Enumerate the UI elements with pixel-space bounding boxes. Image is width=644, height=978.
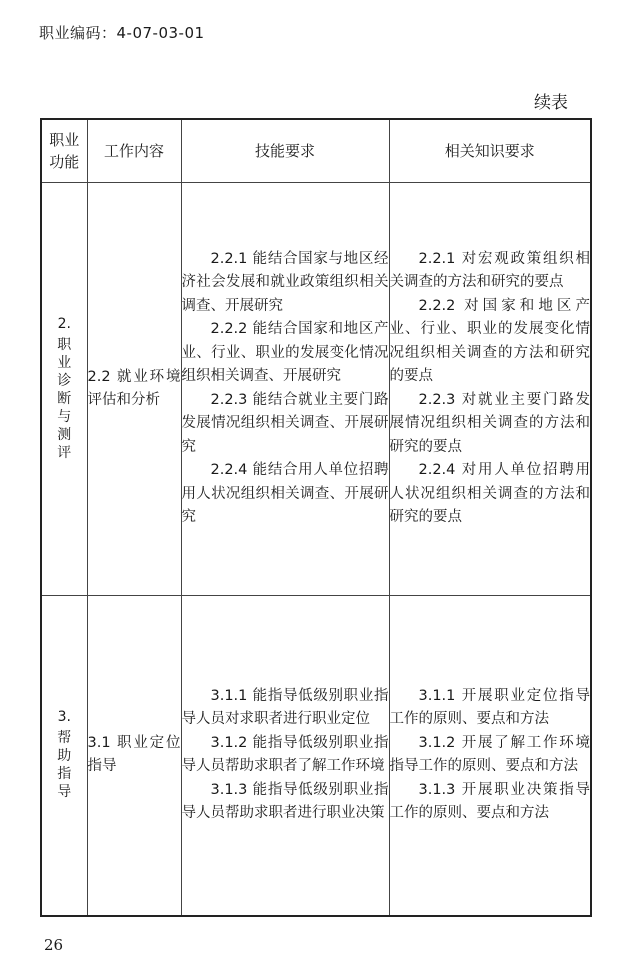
- work-content-cell: 2.2 就业环境评估和分析: [87, 182, 181, 595]
- knowledge-item: 2.2.4 对用人单位招聘用人状况组织相关调查的方法和研究的要点: [389, 462, 590, 525]
- knowledge-item: 3.1.3 开展职业决策指导工作的原则、要点和方法: [389, 781, 590, 822]
- function-name: 职业诊断与测评: [57, 336, 72, 461]
- knowledge-item: 2.2.2 对国家和地区产业、行业、职业的发展变化情况组织相关调查的方法和研究的要点: [389, 297, 590, 384]
- occupation-code: 职业编码：4-07-03-01: [39, 24, 205, 42]
- knowledge-cell: [389, 182, 591, 595]
- skill-item: 3.1.3 能指导低级别职业指导人员帮助求职者进行职业决策: [181, 781, 389, 822]
- table-header-row: [41, 119, 591, 182]
- function-cell: [41, 595, 87, 916]
- knowledge-item: 2.2.1 对宏观政策组织相关调查的方法和研究的要点: [389, 250, 590, 290]
- col-header-content: 工作内容: [87, 119, 181, 182]
- work-content-cell: 3.1 职业定位指导: [87, 595, 181, 916]
- skill-item: 2.2.1 能结合国家与地区经济社会发展和就业政策组织相关调查、开展研究: [181, 250, 389, 314]
- page-number: 26: [44, 936, 64, 954]
- col-header-function-text: 职业 功能: [49, 130, 80, 171]
- col-header-function: [41, 119, 87, 182]
- function-number: 2.: [57, 315, 71, 332]
- skill-item: 2.2.3 能结合就业主要门路发展情况组织相关调查、开展研究: [181, 391, 389, 455]
- skill-item: 2.2.2 能结合国家和地区产业、行业、职业的发展变化情况组织相关调查、开展研究: [181, 321, 389, 384]
- col-header-knowledge: 相关知识要求: [389, 119, 591, 182]
- knowledge-item: 3.1.1 开展职业定位指导工作的原则、要点和方法: [389, 687, 590, 728]
- col-header-skills: 技能要求: [181, 119, 389, 182]
- skills-cell: [181, 595, 389, 916]
- table-row: [41, 595, 591, 916]
- skills-cell: [181, 182, 389, 595]
- function-number: 3.: [57, 709, 71, 726]
- skill-item: 3.1.2 能指导低级别职业指导人员帮助求职者了解工作环境: [181, 734, 389, 775]
- knowledge-cell: [389, 595, 591, 916]
- skill-item: 2.2.4 能结合用人单位招聘用人状况组织相关调查、开展研究: [181, 462, 389, 525]
- knowledge-item: 2.2.3 对就业主要门路发展情况组织相关调查的方法和研究的要点: [389, 391, 590, 455]
- knowledge-item: 3.1.2 开展了解工作环境指导工作的原则、要点和方法: [389, 734, 590, 775]
- function-cell: [41, 182, 87, 595]
- skill-item: 3.1.1 能指导低级别职业指导人员对求职者进行职业定位: [181, 687, 389, 728]
- table-row: [41, 182, 591, 595]
- continuation-label: 续表: [534, 93, 568, 113]
- function-name: 帮助指导: [57, 730, 72, 801]
- requirements-table: [40, 118, 592, 917]
